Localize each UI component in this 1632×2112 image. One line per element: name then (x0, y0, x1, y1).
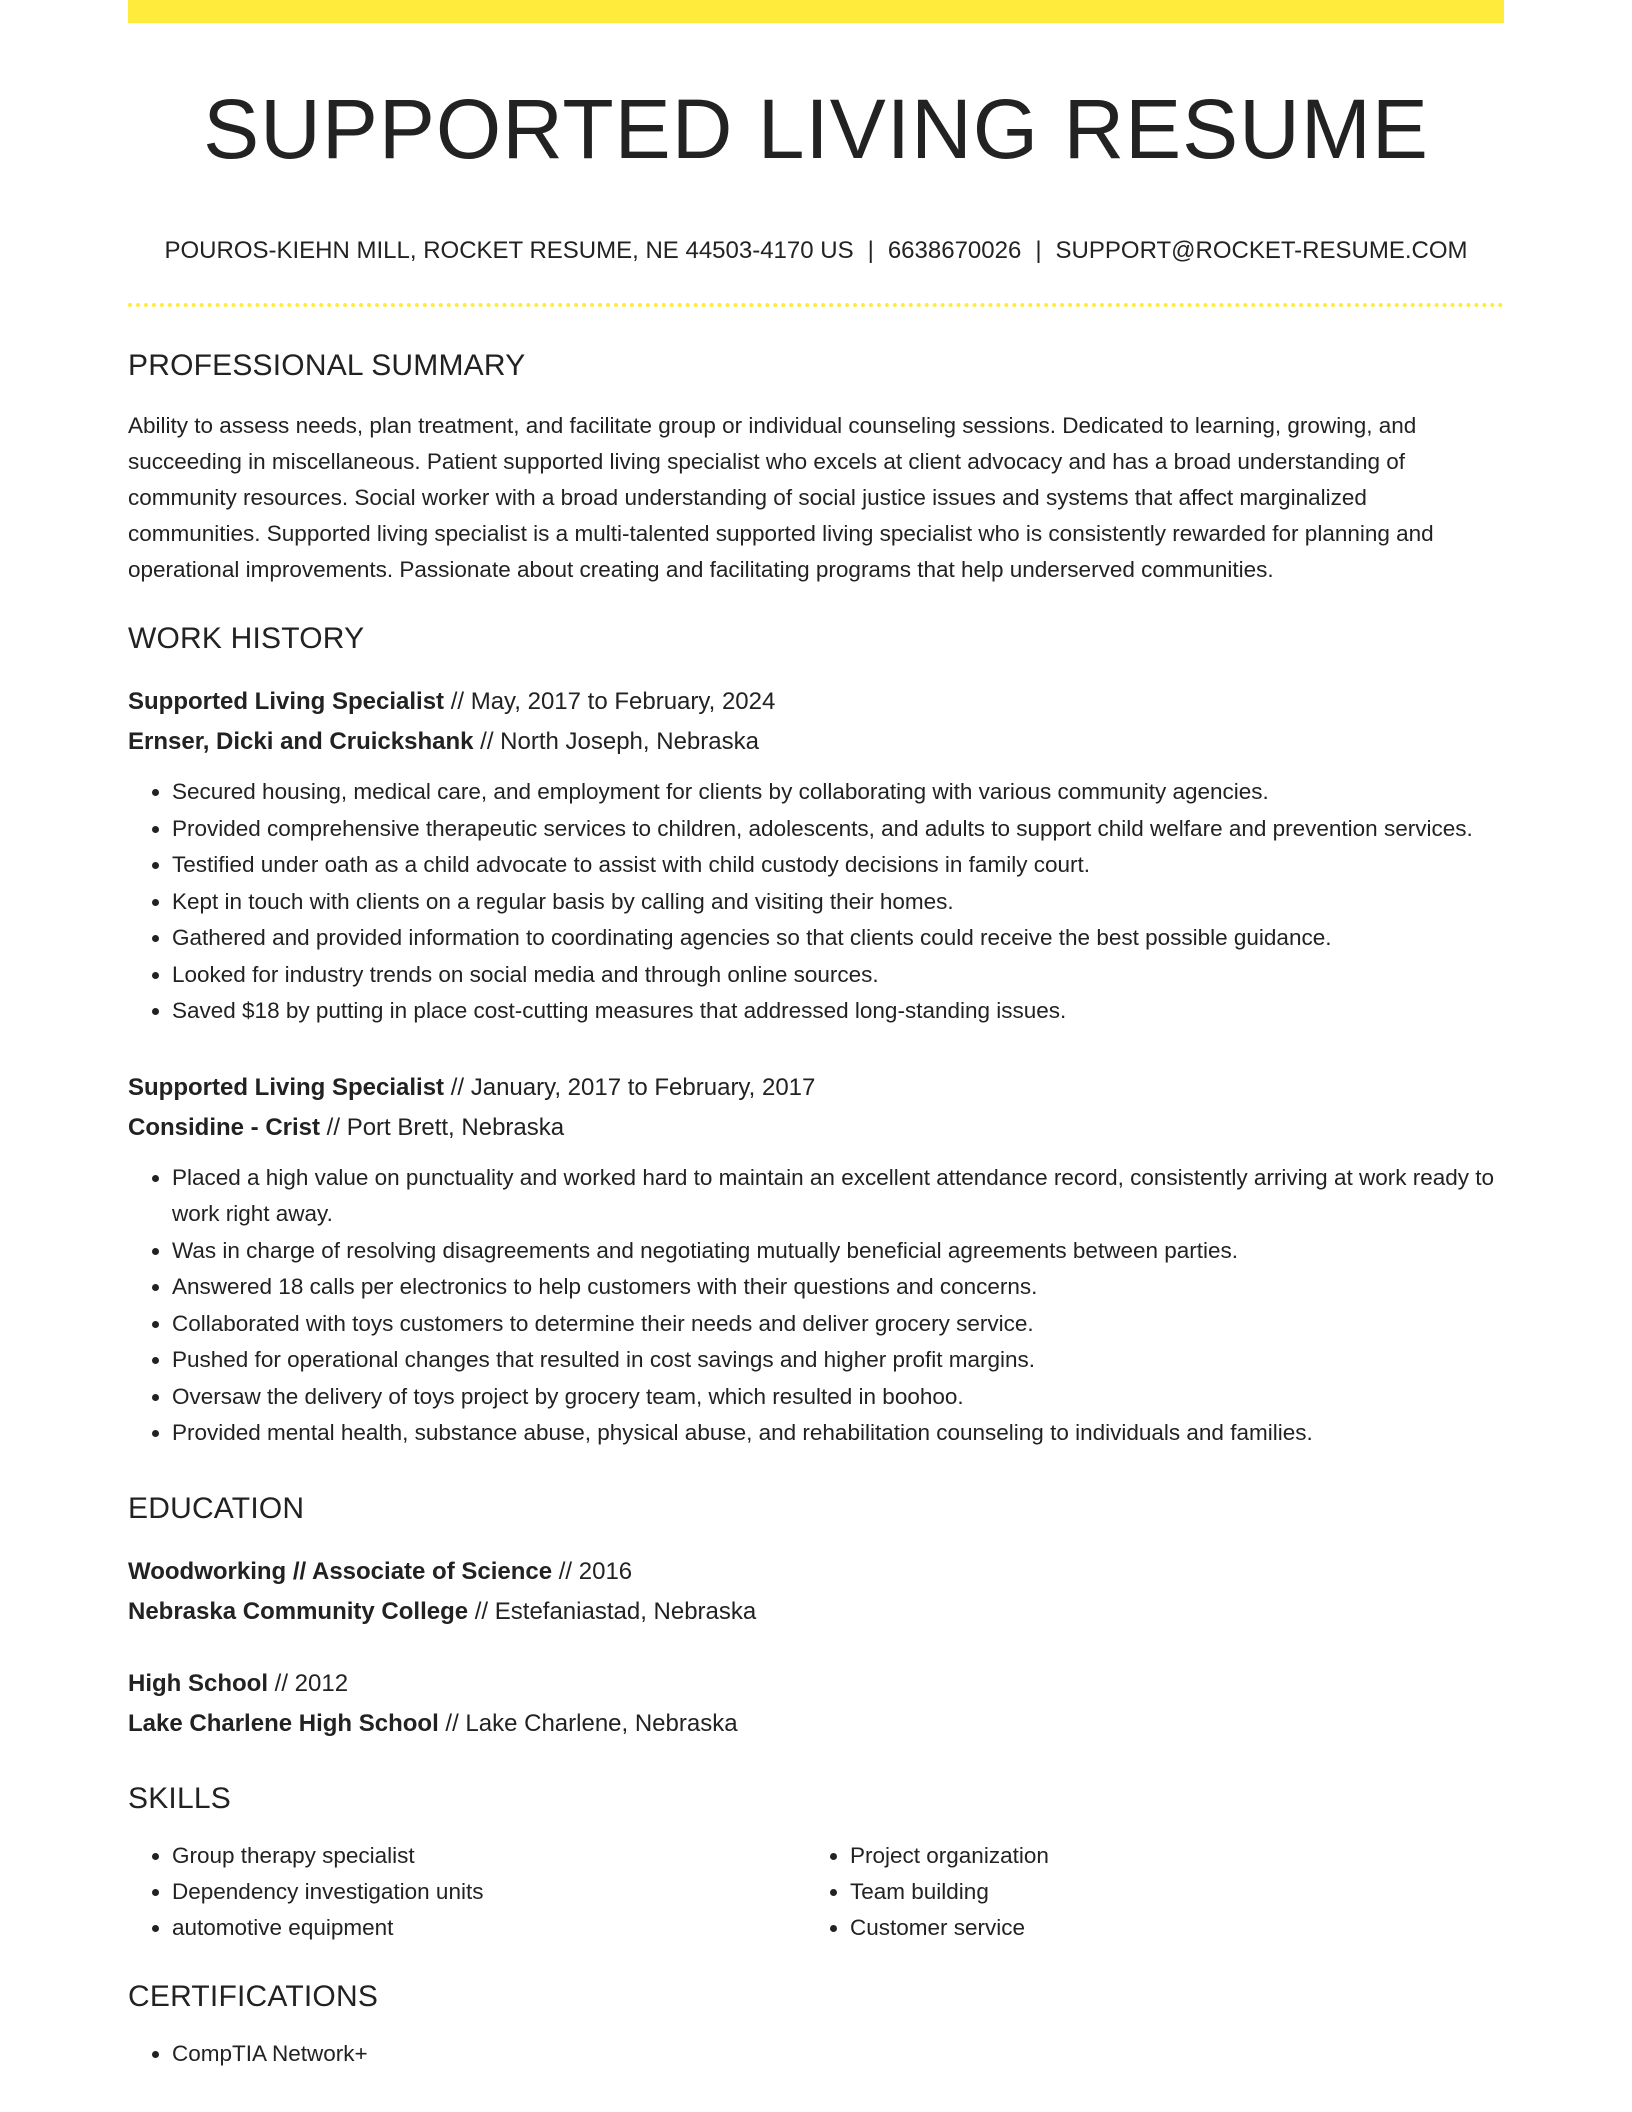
skills-column-left (128, 1838, 806, 1946)
work-history-heading: WORK HISTORY (128, 622, 365, 656)
skill-item: • Project organization (850, 1838, 1484, 1874)
job-bullet: • Was in charge of resolving disagreements and negotiating mutually beneficial agreements between parties. (172, 1233, 1504, 1270)
summary-text: Ability to assess needs, plan treatment, and facilitate group or individual counseling sessions. Dedicated to learning, growing, and succeeding in miscellaneous. Patient supported living specialist who excels at client advocacy and has a broad understanding of community resources. Social worker with a broad understanding of social justice issues and systems that affect marginalized communities. Supported living specialist is a multi-talented supported living specialist who is consistently rewarded for planning and operational improvements. Passionate about creating and facilitating programs that help underserved communities. (128, 413, 1434, 583)
email: SUPPORT@ROCKET-RESUME.COM (1055, 237, 1468, 265)
job-company-line (128, 722, 1504, 762)
education-school-line (128, 1704, 1504, 1744)
certifications-heading: CERTIFICATIONS (128, 1979, 379, 2013)
job-dates: // January, 2017 to February, 2017 (444, 1073, 816, 1101)
job-bullet: • Provided comprehensive therapeutic services to children, adolescents, and adults to support child welfare and prevention services. (172, 811, 1504, 848)
job-bullets (128, 774, 1504, 1030)
skills-heading: SKILLS (128, 1781, 231, 1815)
job-role: Supported Living Specialist (128, 1073, 445, 1101)
phone: 6638670026 (887, 237, 1022, 265)
contact-line (128, 237, 1504, 266)
education-location: // Lake Charlene, Nebraska (438, 1709, 738, 1737)
skill-item: • Dependency investigation units (172, 1874, 806, 1910)
job-bullet: • Collaborated with toys customers to determine their needs and deliver grocery service. (172, 1306, 1504, 1343)
job-bullet: • Looked for industry trends on social media and through online sources. (172, 957, 1504, 994)
certifications-list (128, 2036, 1504, 2072)
skill-item: • Team building (850, 1874, 1484, 1910)
job-company: Ernser, Dicki and Cruickshank (128, 728, 474, 756)
job-bullet: • Gathered and provided information to coordinating agencies so that clients could receive the best possible guidance. (172, 920, 1504, 957)
address: POUROS-KIEHN MILL, ROCKET RESUME, NE 44503-4170 US (164, 237, 854, 265)
job-entry (128, 682, 1504, 1030)
job-company: Considine - Crist (128, 1113, 321, 1141)
job-bullet: • Secured housing, medical care, and employment for clients by collaborating with various community agencies. (172, 774, 1504, 811)
education-entry (128, 1664, 1504, 1744)
education-year: // 2016 (552, 1557, 633, 1585)
resume-page (128, 0, 1504, 2072)
job-entry (128, 1068, 1504, 1452)
resume-title: SUPPORTED LIVING RESUME (203, 82, 1429, 176)
job-bullets (128, 1160, 1504, 1452)
job-bullet: • Testified under oath as a child advocate to assist with child custody decisions in family court. (172, 847, 1504, 884)
job-bullet: • Answered 18 calls per electronics to help customers with their questions and concerns. (172, 1269, 1504, 1306)
top-accent-bar (128, 0, 1504, 23)
job-bullet: • Placed a high value on punctuality and worked hard to maintain an excellent attendance record, consistently arriving at work ready to work right away. (172, 1160, 1504, 1233)
skill-item: • Customer service (850, 1910, 1484, 1946)
education-heading: EDUCATION (128, 1491, 305, 1525)
contact-separator: | (867, 237, 874, 265)
education-year: // 2012 (268, 1669, 349, 1697)
certification-item: • CompTIA Network+ (172, 2036, 1504, 2072)
skills-list (128, 1838, 1504, 1946)
skill-item: • Group therapy specialist (172, 1838, 806, 1874)
education-degree-line (128, 1552, 1504, 1592)
dotted-divider (128, 303, 1504, 307)
job-location: // North Joseph, Nebraska (473, 728, 759, 756)
education-location: // Estefaniastad, Nebraska (468, 1597, 757, 1625)
job-location: // Port Brett, Nebraska (320, 1113, 565, 1141)
education-degree-line (128, 1664, 1504, 1704)
job-company-line (128, 1108, 1504, 1148)
job-role: Supported Living Specialist (128, 688, 445, 716)
contact-separator: | (1035, 237, 1042, 265)
job-title-line (128, 682, 1504, 722)
education-school: Lake Charlene High School (128, 1709, 439, 1737)
job-bullet: • Kept in touch with clients on a regular basis by calling and visiting their homes. (172, 884, 1504, 921)
education-school-line (128, 1592, 1504, 1632)
job-dates: // May, 2017 to February, 2024 (444, 688, 776, 716)
job-bullet: • Saved $18 by putting in place cost-cutting measures that addressed long-standing issues. (172, 993, 1504, 1030)
skills-column-right (806, 1838, 1484, 1946)
skill-item: • automotive equipment (172, 1910, 806, 1946)
job-bullet: • Oversaw the delivery of toys project by grocery team, which resulted in boohoo. (172, 1379, 1504, 1416)
summary-heading: PROFESSIONAL SUMMARY (128, 349, 526, 383)
job-bullet: • Pushed for operational changes that resulted in cost savings and higher profit margins. (172, 1342, 1504, 1379)
education-entry (128, 1552, 1504, 1632)
job-title-line (128, 1068, 1504, 1108)
education-degree: High School (128, 1669, 268, 1697)
education-degree: Woodworking // Associate of Science (128, 1557, 553, 1585)
job-bullet: • Provided mental health, substance abuse, physical abuse, and rehabilitation counseling to individuals and families. (172, 1415, 1504, 1452)
education-school: Nebraska Community College (128, 1597, 469, 1625)
